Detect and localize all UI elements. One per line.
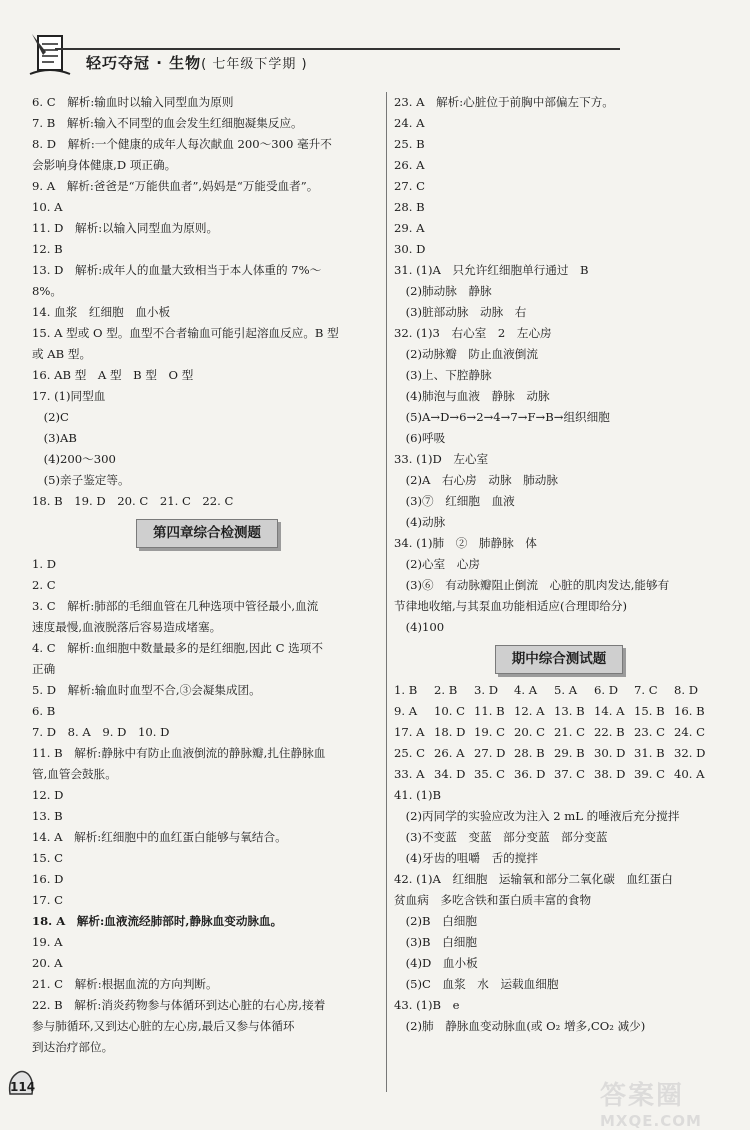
answer-grid-row bbox=[394, 680, 724, 701]
answer-line: 11. D 解析:以输入同型血为原则。 bbox=[32, 221, 219, 235]
section-title: 期中综合测试题 bbox=[495, 645, 624, 674]
answer-line: 正确 bbox=[32, 662, 56, 676]
answer-line: 41. (1)B bbox=[394, 788, 442, 802]
header-subtitle: ( 七年级下学期 ) bbox=[201, 57, 308, 72]
answer-cell: 13. B bbox=[554, 704, 585, 718]
answer-cell: 39. C bbox=[634, 767, 665, 781]
answer-line: (5)C 血浆 水 运载血细胞 bbox=[394, 977, 559, 991]
answer-cell: 9. A bbox=[394, 704, 418, 718]
answer-cell: 11. B bbox=[474, 704, 505, 718]
answer-cell: 36. D bbox=[514, 767, 546, 781]
answer-line: (2)丙同学的实验应改为注入 2 mL 的唾液后充分搅拌 bbox=[394, 809, 680, 823]
answer-cell: 37. C bbox=[554, 767, 585, 781]
answer-cell: 40. A bbox=[674, 767, 705, 781]
right-answer-column bbox=[394, 92, 724, 1037]
answer-cell: 19. C bbox=[474, 725, 505, 739]
section-heading bbox=[394, 638, 724, 680]
answer-line: 会影响身体健康,D 项正确。 bbox=[32, 158, 177, 172]
section-title: 第四章综合检测题 bbox=[136, 519, 278, 548]
answer-line: 24. A bbox=[394, 116, 425, 130]
answer-cell: 24. C bbox=[674, 725, 705, 739]
answer-line: 2. C bbox=[32, 578, 56, 592]
answer-line: 30. D bbox=[394, 242, 426, 256]
answer-line: 5. D 解析:输血时血型不合,③会凝集成团。 bbox=[32, 683, 261, 697]
answer-cell: 14. A bbox=[594, 704, 625, 718]
answer-line: (5)亲子鉴定等。 bbox=[32, 473, 130, 487]
answer-cell: 27. D bbox=[474, 746, 506, 760]
answer-line: 9. A 解析:爸爸是“万能供血者”,妈妈是“万能受血者”。 bbox=[32, 179, 319, 193]
answer-line: (4)牙齿的咀嚼 舌的搅拌 bbox=[394, 851, 538, 865]
column-divider bbox=[386, 92, 387, 1092]
header-rule bbox=[55, 48, 620, 50]
answer-line: 32. (1)3 右心室 2 左心房 bbox=[394, 326, 552, 340]
answer-line: 或 AB 型。 bbox=[32, 347, 92, 361]
answer-line: 1. D bbox=[32, 557, 57, 571]
left-answer-column bbox=[32, 92, 382, 1058]
answer-line: (2)动脉瓣 防止血液倒流 bbox=[394, 347, 538, 361]
answer-cell: 25. C bbox=[394, 746, 425, 760]
answer-line: (4)100 bbox=[394, 620, 445, 634]
answer-line: 贫血病 多吃含铁和蛋白质丰富的食物 bbox=[394, 893, 592, 907]
answer-line: (5)A→D→6→2→4→7→F→B→组织细胞 bbox=[394, 410, 610, 424]
answer-line: 31. (1)A 只允许红细胞单行通过 B bbox=[394, 263, 589, 277]
answer-line: 18. A 解析:血液流经肺部时,静脉血变动脉血。 bbox=[32, 914, 283, 928]
answer-cell: 22. B bbox=[594, 725, 625, 739]
answer-line: (3)上、下腔静脉 bbox=[394, 368, 492, 382]
answer-line: 19. A bbox=[32, 935, 63, 949]
answer-cell: 21. C bbox=[554, 725, 585, 739]
watermark-url: MXQE.COM bbox=[600, 1112, 702, 1130]
answer-line: (4)D 血小板 bbox=[394, 956, 478, 970]
answer-line: 4. C 解析:血细胞中数量最多的是红细胞,因此 C 选项不 bbox=[32, 641, 323, 655]
answer-cell: 29. B bbox=[554, 746, 585, 760]
page-number: 114 bbox=[10, 1080, 36, 1094]
answer-cell: 8. D bbox=[674, 683, 699, 697]
answer-line: 管,血管会鼓胀。 bbox=[32, 767, 117, 781]
answer-cell: 30. D bbox=[594, 746, 626, 760]
answer-grid-row bbox=[394, 701, 724, 722]
answer-line: (3)B 白细胞 bbox=[394, 935, 477, 949]
answer-line: 13. D 解析:成年人的血量大致相当于本人体重的 7%～ bbox=[32, 263, 322, 277]
answer-cell: 16. B bbox=[674, 704, 705, 718]
watermark bbox=[600, 1075, 745, 1130]
answer-line: 18. B 19. D 20. C 21. C 22. C bbox=[32, 494, 234, 508]
answer-line: (3)脏部动脉 动脉 右 bbox=[394, 305, 527, 319]
answer-line: (2)A 右心房 动脉 肺动脉 bbox=[394, 473, 558, 487]
section-heading bbox=[32, 512, 382, 554]
answer-line: 43. (1)B e bbox=[394, 998, 460, 1012]
answer-line: 20. A bbox=[32, 956, 63, 970]
answer-line: 23. A 解析:心脏位于前胸中部偏左下方。 bbox=[394, 95, 614, 109]
answer-line: 15. C bbox=[32, 851, 63, 865]
answer-cell: 32. D bbox=[674, 746, 706, 760]
answer-line: 3. C 解析:肺部的毛细血管在几种选项中管径最小,血流 bbox=[32, 599, 319, 613]
answer-line: (3)⑥ 有动脉瓣阻止倒流 心脏的肌肉发达,能够有 bbox=[394, 578, 670, 592]
answer-line: 到达治疗部位。 bbox=[32, 1040, 114, 1054]
answer-line: (4)肺泡与血液 静脉 动脉 bbox=[394, 389, 550, 403]
answer-cell: 38. D bbox=[594, 767, 626, 781]
notebook-pencil-icon bbox=[28, 30, 74, 76]
answer-cell: 6. D bbox=[594, 683, 619, 697]
header-title: 轻巧夺冠 · 生物( 七年级下学期 ) bbox=[86, 54, 308, 72]
answer-cell: 23. C bbox=[634, 725, 665, 739]
answer-cell: 33. A bbox=[394, 767, 425, 781]
answer-line: 14. A 解析:红细胞中的血红蛋白能够与氧结合。 bbox=[32, 830, 287, 844]
answer-cell: 31. B bbox=[634, 746, 665, 760]
answer-line: 17. (1)同型血 bbox=[32, 389, 106, 403]
answer-line: 33. (1)D 左心室 bbox=[394, 452, 489, 466]
answer-line: (4)动脉 bbox=[394, 515, 446, 529]
answer-line: 7. D 8. A 9. D 10. D bbox=[32, 725, 170, 739]
answer-line: (2)肺 静脉血变动脉血(或 O₂ 增多,CO₂ 减少) bbox=[394, 1019, 646, 1033]
answer-line: (3)AB bbox=[32, 431, 77, 445]
answer-cell: 26. A bbox=[434, 746, 465, 760]
answer-cell: 5. A bbox=[554, 683, 578, 697]
answer-cell: 3. D bbox=[474, 683, 499, 697]
answer-line: 10. A bbox=[32, 200, 63, 214]
answer-line: 13. B bbox=[32, 809, 63, 823]
answer-line: 34. (1)肺 ② 肺静脉 体 bbox=[394, 536, 537, 550]
answer-line: 12. D bbox=[32, 788, 64, 802]
answer-line: 14. 血浆 红细胞 血小板 bbox=[32, 305, 171, 319]
answer-cell: 2. B bbox=[434, 683, 458, 697]
answer-grid-row bbox=[394, 722, 724, 743]
answer-line: 8%。 bbox=[32, 284, 62, 298]
answer-cell: 4. A bbox=[514, 683, 538, 697]
answer-line: 6. B bbox=[32, 704, 56, 718]
answer-line: (2)心室 心房 bbox=[394, 557, 480, 571]
answer-line: 28. B bbox=[394, 200, 425, 214]
answer-line: 15. A 型或 O 型。血型不合者输血可能引起溶血反应。B 型 bbox=[32, 326, 339, 340]
answer-line: 参与肺循环,又到达心脏的左心房,最后又参与体循环 bbox=[32, 1019, 295, 1033]
answer-line: 8. D 解析:一个健康的成年人每次献血 200～300 毫升不 bbox=[32, 137, 332, 151]
answer-line: 7. B 解析:输入不同型的血会发生红细胞凝集反应。 bbox=[32, 116, 303, 130]
answer-line: 27. C bbox=[394, 179, 425, 193]
answer-line: 21. C 解析:根据血流的方向判断。 bbox=[32, 977, 218, 991]
answer-cell: 7. C bbox=[634, 683, 658, 697]
answer-line: 17. C bbox=[32, 893, 63, 907]
answer-line: 16. AB 型 A 型 B 型 O 型 bbox=[32, 368, 194, 382]
answer-cell: 15. B bbox=[634, 704, 665, 718]
answer-cell: 12. A bbox=[514, 704, 545, 718]
answer-line: 22. B 解析:消炎药物参与体循环到达心脏的右心房,接着 bbox=[32, 998, 326, 1012]
answer-cell: 35. C bbox=[474, 767, 505, 781]
answer-grid-row bbox=[394, 743, 724, 764]
watermark-logo: 答案圈 bbox=[600, 1081, 685, 1111]
answer-line: (3)⑦ 红细胞 血液 bbox=[394, 494, 515, 508]
answer-line: 速度最慢,血液脱落后容易造成堵塞。 bbox=[32, 620, 222, 634]
answer-line: 29. A bbox=[394, 221, 425, 235]
answer-line: 16. D bbox=[32, 872, 64, 886]
answer-cell: 1. B bbox=[394, 683, 418, 697]
answer-cell: 10. C bbox=[434, 704, 465, 718]
answer-line: 25. B bbox=[394, 137, 425, 151]
answer-line: 42. (1)A 红细胞 运输氧和部分二氧化碳 血红蛋白 bbox=[394, 872, 673, 886]
answer-line: (4)200～300 bbox=[32, 452, 116, 466]
answer-cell: 17. A bbox=[394, 725, 425, 739]
answer-line: 11. B 解析:静脉中有防止血液倒流的静脉瓣,扎住静脉血 bbox=[32, 746, 326, 760]
answer-cell: 34. D bbox=[434, 767, 466, 781]
answer-line: (6)呼吸 bbox=[394, 431, 446, 445]
page-header bbox=[28, 28, 388, 80]
answer-line: (2)肺动脉 静脉 bbox=[394, 284, 492, 298]
answer-cell: 18. D bbox=[434, 725, 466, 739]
answer-cell: 28. B bbox=[514, 746, 545, 760]
answer-cell: 20. C bbox=[514, 725, 545, 739]
answer-line: (2)C bbox=[32, 410, 69, 424]
answer-line: (3)不变蓝 变蓝 部分变蓝 部分变蓝 bbox=[394, 830, 608, 844]
answer-line: 12. B bbox=[32, 242, 63, 256]
answer-grid-row bbox=[394, 764, 724, 785]
answer-line: 6. C 解析:输血时以输入同型血为原则 bbox=[32, 95, 234, 109]
answer-line: 26. A bbox=[394, 158, 425, 172]
answer-line: 节律地收缩,与其泵血功能相适应(合理即给分) bbox=[394, 599, 628, 613]
answer-line: (2)B 白细胞 bbox=[394, 914, 477, 928]
